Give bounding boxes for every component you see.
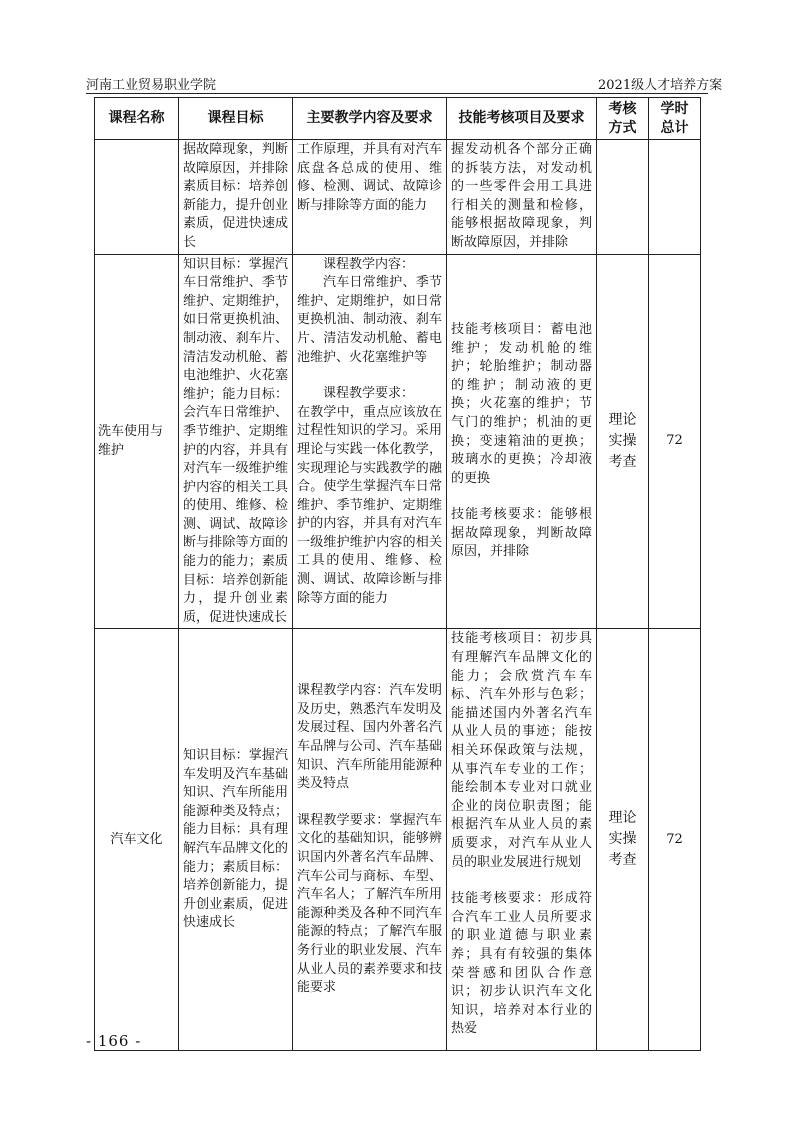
objective-cell: [179, 629, 293, 1051]
skill-paragraph: 握发动机各个部分正确的拆装方法，对发动机的一些零件会用工具进行相关的测量和检修，能够根据故障现象，判断故障原因，并排除: [451, 142, 592, 250]
column-header-assessment: 考核方式: [597, 98, 649, 140]
skill-paragraph: 技能考核项目：蓄电池维护；发动机舱的维护；轮胎维护；制动器的维护；制动液的更换；火花塞的维护；节气门的维护；机油的更换；变速箱油的更换；玻璃水的更换；冷却液的更换: [451, 321, 592, 486]
content-paragraph: 课程教学要求：掌握汽车文化的基础知识，能够辨识国内外著名汽车品牌、汽车公司与商标、车型、汽车名人；了解汽车所用能源种类及各种不同汽车能源的特点；了解汽车服务行业的职业发展、汽车从业人员的素养要求和技能要求: [297, 812, 442, 996]
assessment-text: 理论实操考查: [608, 412, 637, 470]
column-header-skills: 技能考核项目及要求: [447, 98, 597, 140]
course-name-cell: 汽车文化: [95, 629, 179, 1051]
assessment-cell: [597, 254, 649, 629]
hours-cell: 72: [649, 629, 701, 1051]
course-name-cell: [95, 254, 179, 629]
content-paragraph: 在教学中，重点应该放在过程性知识的学习。采用理论与实践一体化教学，实现理论与实践教学的融合。使学生掌握汽车日常维护、季节维护、定期维护的内容，并具有对汽车一级维护维护内容的相关工具的使用、维修、检测、调试、故障诊断与排除等方面的能力: [297, 404, 442, 606]
hours-cell: 72: [649, 254, 701, 629]
page-header-left: 河南工业贸易职业学院: [86, 78, 217, 93]
content-paragraph: 课程教学内容：汽车发明及历史，熟悉汽车发明及发展过程、国内外著名汽车品牌与公司、汽车基础知识、汽车所能用能源种类及特点: [297, 683, 442, 792]
column-header-hours: 学时总计: [649, 98, 701, 140]
content-paragraph: 工作原理，并具有对汽车底盘各总成的使用、维修、检测、调试、故障诊断与排除等方面的能力: [297, 142, 442, 213]
objective-text: 据故障现象，判断故障原因，并排除素质目标：培养创新能力，提升创业素质，促进快速成长: [183, 142, 288, 250]
objective-cell: [179, 254, 293, 629]
assessment-text: 理论实操考查: [608, 810, 637, 869]
objective-cell: [179, 140, 293, 255]
skill-cell: [447, 254, 597, 629]
skill-paragraph: 技能考核要求：形成符合汽车工业人员所要求的职业道德与职业素养；具有有较强的集体荣誉感和团队合作意识；初步认识汽车文化知识，培养对本行业的热爱: [451, 891, 592, 1037]
curriculum-table-wrapper: [94, 97, 701, 1051]
assessment-cell: [597, 140, 649, 255]
column-header-objective: 课程目标: [179, 98, 293, 140]
table-row: [95, 140, 701, 255]
table-row: [95, 629, 701, 1051]
hours-cell: [649, 140, 701, 255]
course-name-cell: [95, 140, 179, 255]
content-cell: [293, 629, 447, 1051]
table-row: [95, 254, 701, 629]
skill-paragraph: 技能考核要求：能够根据故障现象，判断故障原因，并排除: [451, 507, 592, 560]
header-rule: [86, 93, 708, 94]
content-paragraph: 汽车日常维护、季节维护、定期维护，如日常更换机油、制动液、刹车片、清洁发动机舱、蓄电池维护、火花塞维护等: [297, 275, 442, 365]
curriculum-table: [94, 97, 701, 1051]
assessment-cell: [597, 629, 649, 1051]
column-header-content: 主要教学内容及要求: [293, 98, 447, 140]
content-cell: [293, 140, 447, 255]
content-heading: 课程教学内容：: [323, 256, 415, 272]
column-header-course-name: 课程名称: [95, 98, 179, 140]
page-header-right: 2021级人才培养方案: [598, 78, 723, 93]
content-heading: 课程教学要求：: [323, 386, 415, 402]
course-name: 洗车使用与维护: [98, 423, 164, 458]
page-number: - 166 -: [86, 1032, 142, 1050]
table-header-row: [95, 98, 701, 140]
objective-text: 知识目标：掌握汽车日常维护、季节维护、定期维护，如日常更换机油、制动液、刹车片、清洁发动机舱、蓄电池维护、火花塞维护；能力目标：会汽车日常维护、季节维护、定期维护的内容，并具有对汽车一级维护维护内容的相关工具的使用、维修、检测、调试、故障诊断与排除等方面的能力的能力；素质目标：培养创新能力，提升创业素质，促进快速成长: [183, 256, 288, 625]
objective-text: 知识目标：掌握汽车发明及汽车基础知识、汽车所能用能源种类及特点；能力目标：具有理解汽车品牌文化的能力；素质目标：培养创新能力，提升创业素质，促进快速成长: [183, 747, 288, 931]
content-cell: [293, 254, 447, 629]
skill-paragraph: 技能考核项目：初步具有理解汽车品牌文化的能力；会欣赏汽车车标、汽车外形与色彩；能描述国内外著名汽车从业人员的事迹；能按相关环保政策与法规，从事汽车专业的工作；能绘制本专业对口就业企业的岗位职责图；能根据汽车从业人员的素质要求，对汽车从业人员的职业发展进行规划: [451, 631, 592, 870]
skill-cell: [447, 140, 597, 255]
skill-cell: [447, 629, 597, 1051]
